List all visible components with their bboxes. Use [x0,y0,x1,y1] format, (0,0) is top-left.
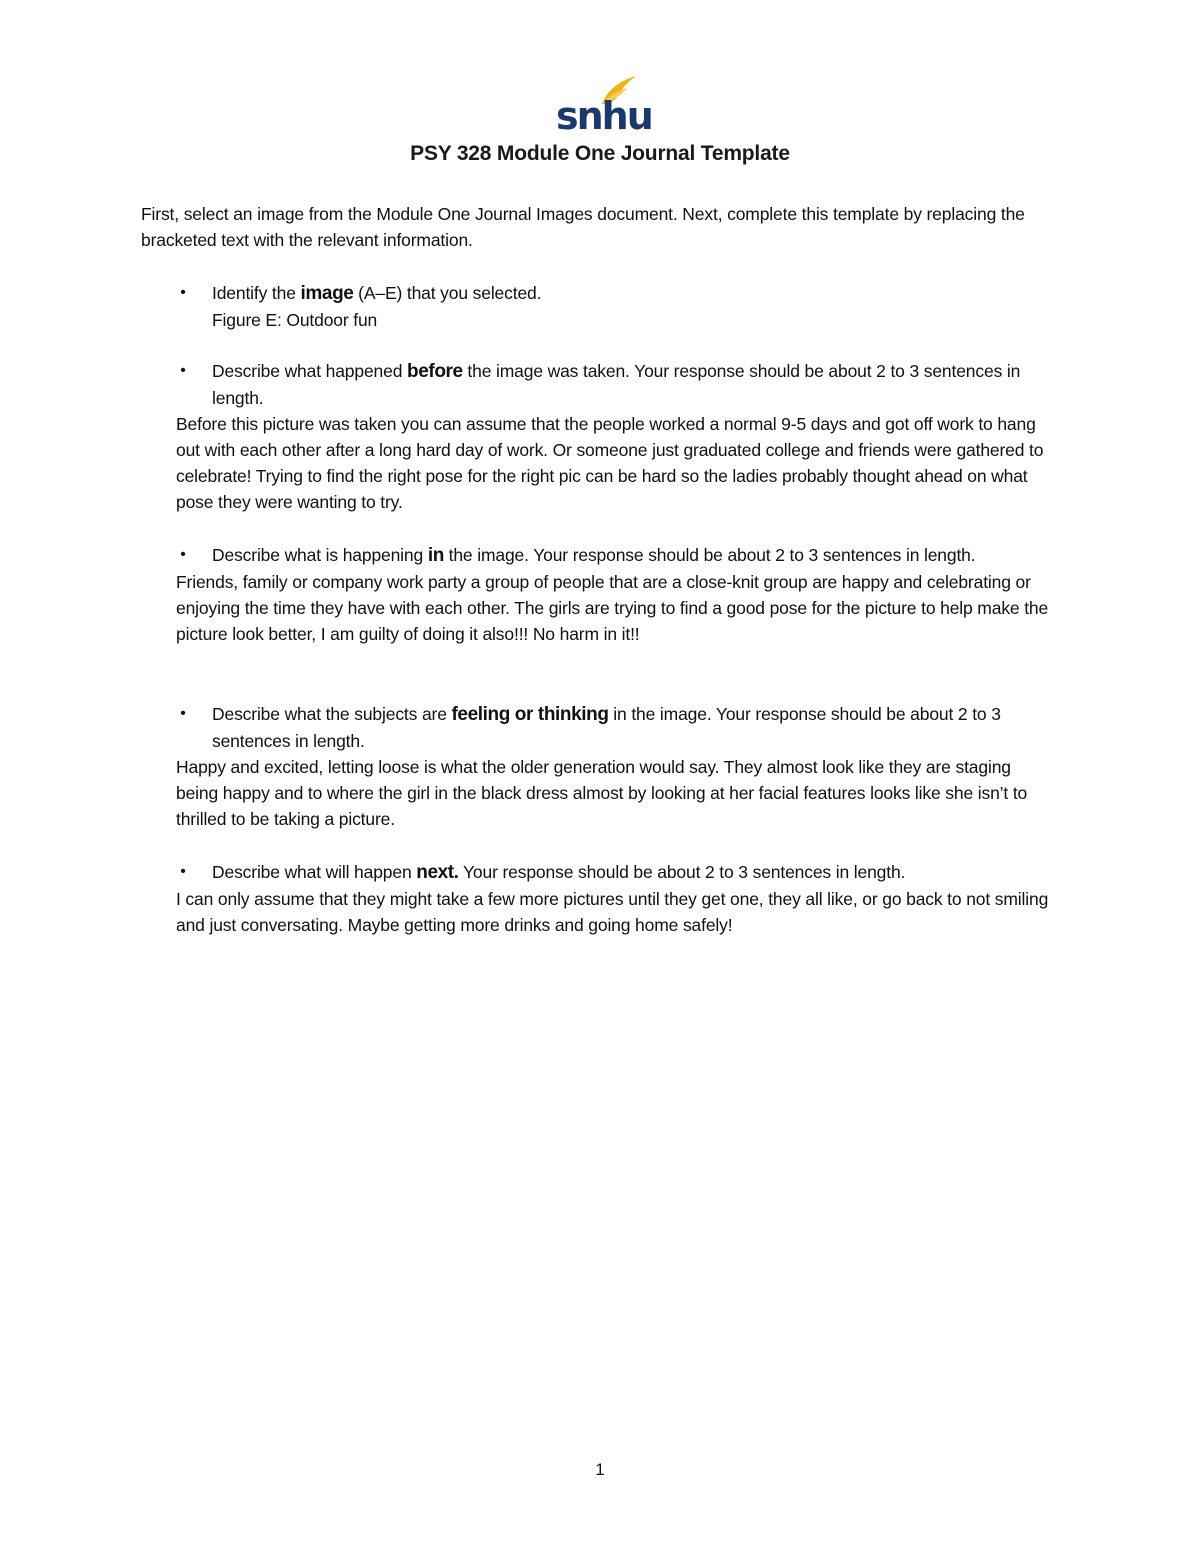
prompt-text: the image was taken. Your response should be about 2 to 3 sentences in length. [212,361,1021,408]
bullet-icon: • [180,863,186,880]
prompt-row [176,542,1056,569]
bullet-icon: • [180,362,186,379]
bullet-icon: • [180,705,186,722]
bullet-icon: • [180,284,186,301]
journal-item-in [176,542,1056,647]
prompt-text: Describe what will happen [212,862,417,882]
prompt-row [176,280,1056,333]
prompt-keyword: feeling or thinking [451,704,609,725]
prompt-text: the image. Your response should be about 2 to 3 sentences in length. [443,545,976,565]
prompt-text: Identify the [212,283,301,303]
prompt-row [176,859,1056,886]
prompt-keyword: in [427,545,444,566]
prompt-keyword: image [300,283,354,304]
answer-text: Before this picture was taken you can assume that the people worked a normal 9-5 days and got off work to hang out with each other after a long hard day of work. Or someone just graduated college and friends were gathered to celebrate! Trying to find the right pose for the right pic can be hard so the ladies probably thought ahead on what pose they were wanting to try. [176,414,1044,512]
prompt-text: Your response should be about 2 to 3 sentences in length. [458,862,906,882]
prompt-text: Describe what is happening [212,545,428,565]
prompt-text: (A–E) that you selected. [353,283,542,303]
answer-text: Friends, family or company work party a group of people that are a close-knit group are happy and celebrating or enjoying the time they have with each other. The girls are trying to find a good pose for the picture to help make the picture look better, I am guilty of doing it also!!! No harm in it!! [176,572,1049,644]
answer-text: I can only assume that they might take a few more pictures until they get one, they all like, or go back to not smiling and just conversating. Maybe getting more drinks and going home safely! [176,889,1049,935]
journal-item-next [176,859,1056,938]
prompt-text: Describe what the subjects are [212,704,452,724]
prompt-keyword: next. [416,862,459,883]
prompt-keyword: before [407,361,463,382]
prompt-row [176,358,1056,411]
bullet-icon: • [180,546,186,563]
snhu-logo [556,74,652,138]
journal-item-feeling [176,701,1056,832]
prompt-text: in the image. Your response should be about 2 to 3 sentences in length. [212,704,1001,751]
journal-item-before [176,358,1056,515]
answer-text: Happy and excited, letting loose is what the older generation would say. They almost look like they are staging being happy and to where the girl in the black dress almost by looking at her facial features looks like she isn’t to thrilled to be taking a picture. [176,757,1028,829]
page-number: 1 [595,1460,605,1479]
flame-leaf-icon [556,74,652,138]
intro-paragraph: First, select an image from the Module One Journal Images document. Next, complete this template by replacing the bracketed text with the relevant information. [141,204,1025,250]
prompt-row [176,701,1056,754]
document-title: PSY 328 Module One Journal Template [410,142,790,165]
answer-text: Figure E: Outdoor fun [212,310,378,330]
journal-item-image [176,280,1056,333]
logo-wordmark: snhu [556,94,652,138]
prompt-text: Describe what happened [212,361,408,381]
